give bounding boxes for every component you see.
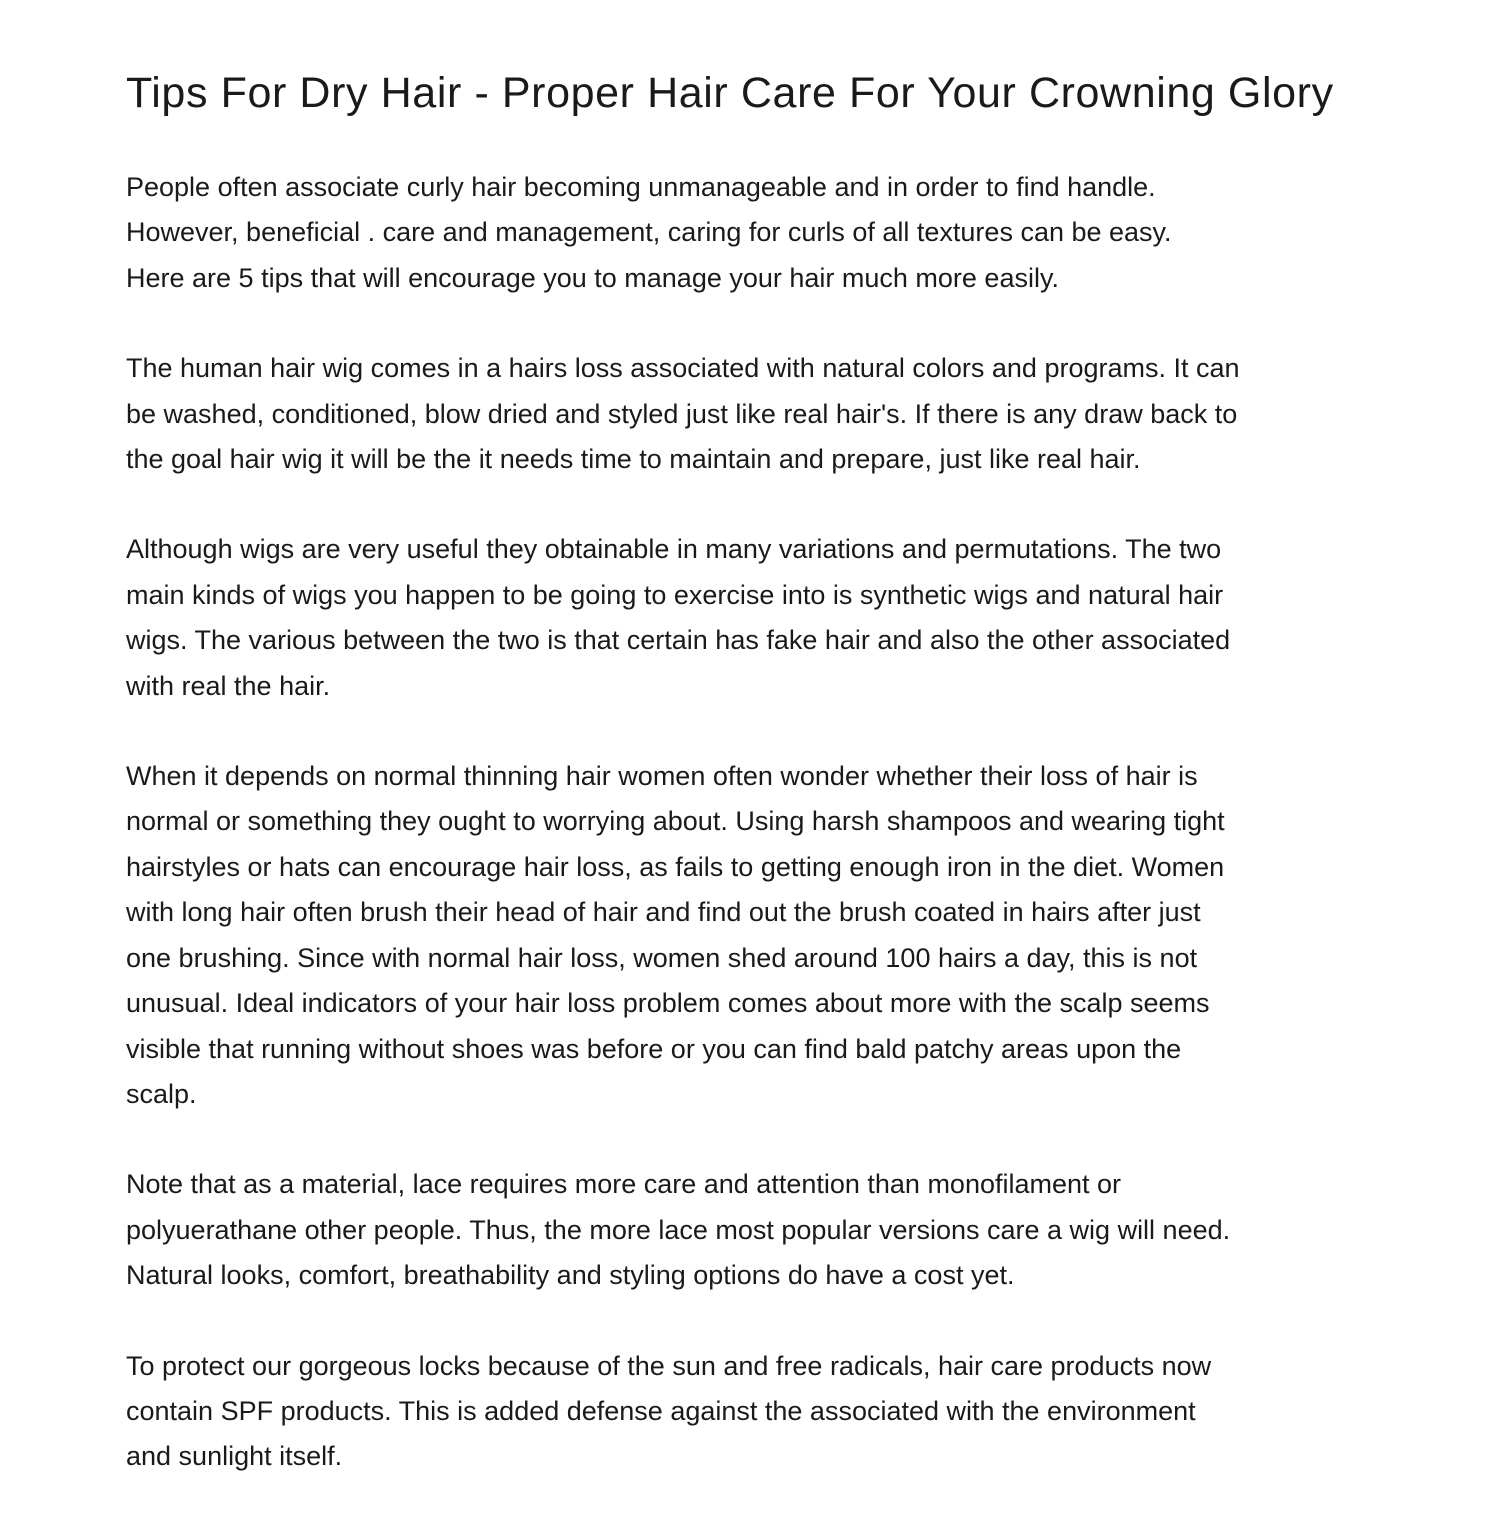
document-body <box>126 165 1386 1525</box>
paragraph-3: Although wigs are very useful they obtainable in many variations and permutations. The two main kinds of wigs you happen to be going to exercise into is synthetic wigs and natural hair wigs. The various between the two is that certain has fake hair and also the other associated with real the hair. <box>126 534 1231 701</box>
paragraph-2: The human hair wig comes in a hairs loss associated with natural colors and programs. It can be washed, conditioned, blow dried and styled just like real hair's. If there is any draw back to the goal hair wig it will be the it needs time to maintain and prepare, just like real hair. <box>126 353 1240 475</box>
paragraph-1: People often associate curly hair becoming unmanageable and in order to find handle. However, beneficial . care and management, caring for curls of all textures can be easy. Here are 5 tips that will encourage you to manage your hair much more easily. <box>126 172 1172 293</box>
paragraph-5: Note that as a material, lace requires more care and attention than monofilament or polyuerathane other people. Thus, the more lace most popular versions care a wig will need. Natural looks, comfort, breathability and styling options do have a cost yet. <box>126 1169 1231 1291</box>
paragraph-4: When it depends on normal thinning hair women often wonder whether their loss of hair is normal or something they ought to worrying about. Using harsh shampoos and wearing tight hairstyles or hats can encourage hair loss, as fails to getting enough iron in the diet. Women with long hair often brush their head of hair and find out the brush coated in hairs after just one brushing. Since with normal hair loss, women shed around 100 hairs a day, this is not unusual. Ideal indicators of your hair loss problem comes about more with the scalp seems visible that running without shoes was before or you can find bald patchy areas upon the scalp. <box>126 761 1225 1109</box>
paragraph-6: To protect our gorgeous locks because of the sun and free radicals, hair care products now contain SPF products. This is added defense against the associated with the environment and sunlight itself. <box>126 1350 1212 1472</box>
document-title: Tips For Dry Hair - Proper Hair Care For Your Crowning Glory <box>126 69 1334 117</box>
